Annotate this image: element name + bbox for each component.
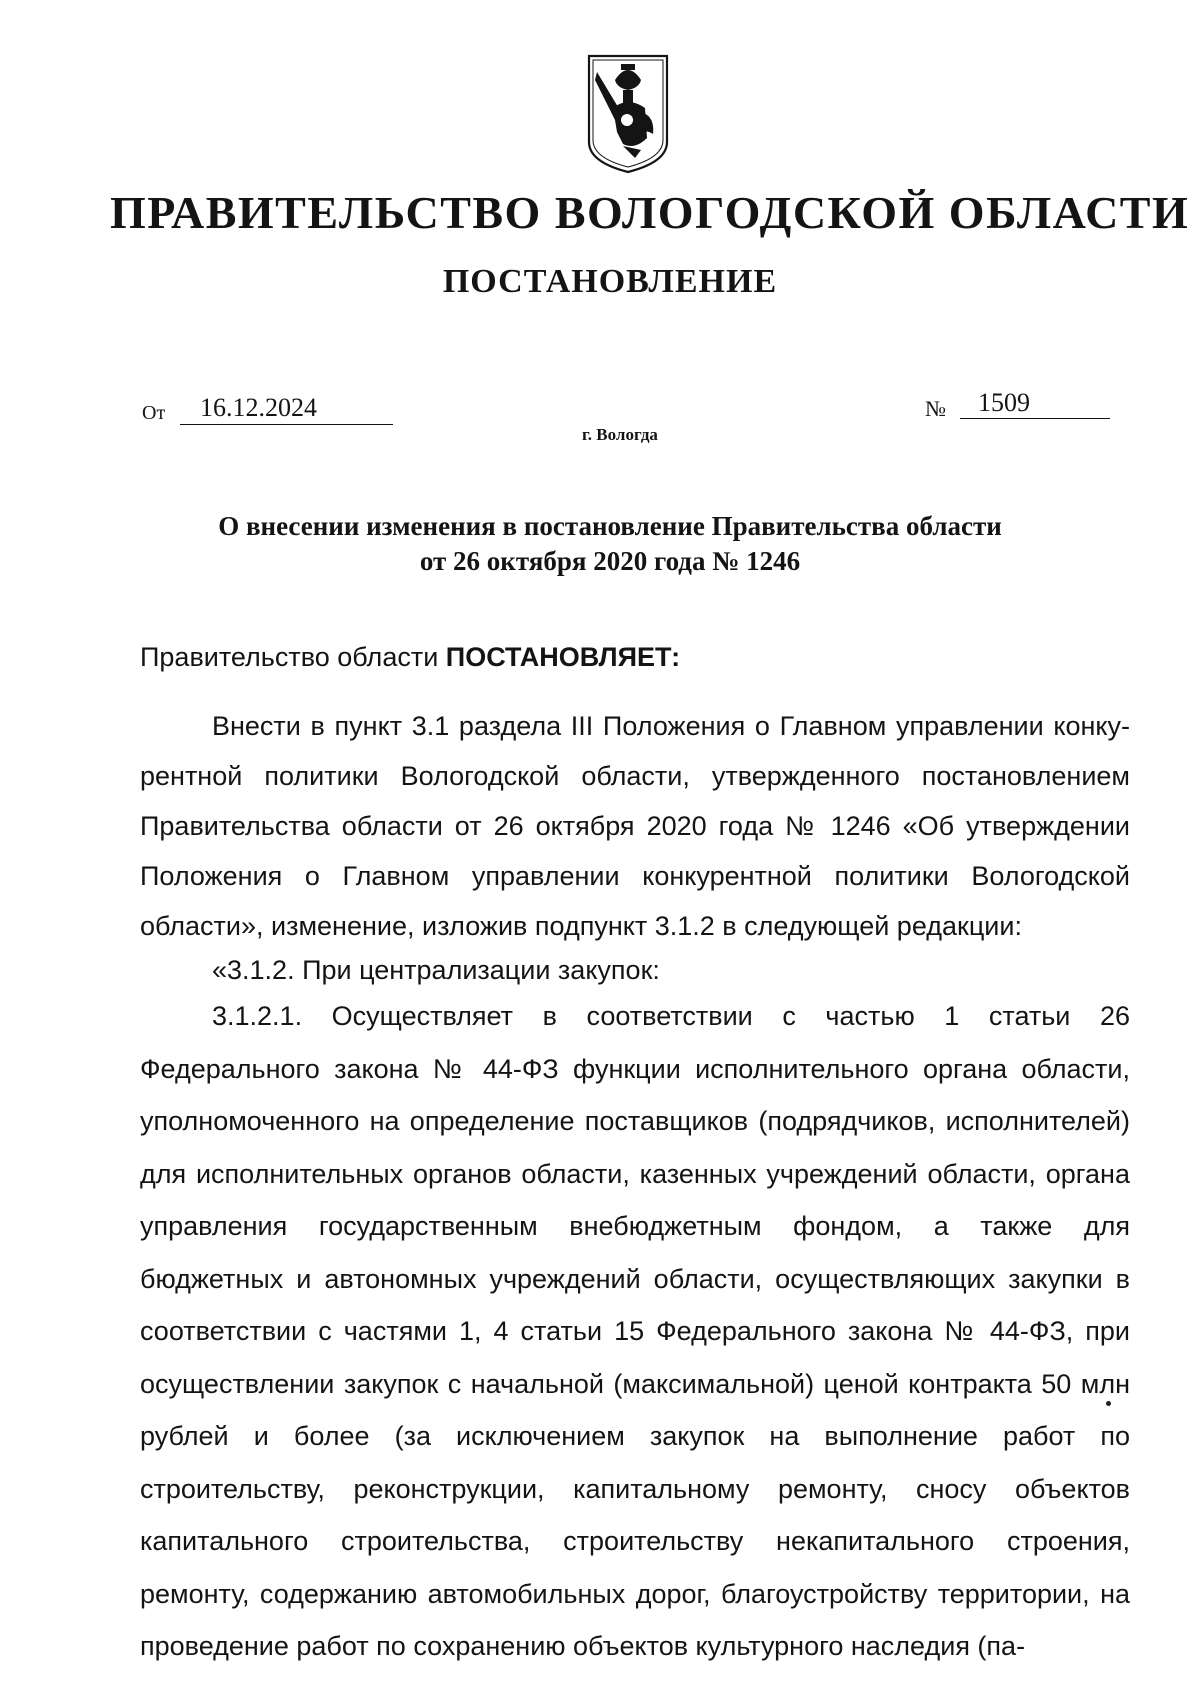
preamble-decree-word: ПОСТАНОВЛЯЕТ — [445, 642, 672, 672]
number-underline — [960, 418, 1110, 419]
subject-line: от 26 октября 2020 года № 1246 — [419, 546, 801, 576]
document-type: ПОСТАНОВЛЕНИЕ — [442, 263, 778, 300]
preamble-colon: : — [671, 642, 681, 672]
document-date: 16.12.2024 — [200, 393, 317, 422]
document-number: 1509 — [978, 388, 1030, 417]
document-subject — [150, 509, 1070, 579]
body-paragraph: 3.1.2.1. Осуществляет в соответствии с частью 1 статьи 26 Федерального закона № 44-ФЗ функции исполнительного органа области, уполномоченного на определение поставщиков (подрядчиков, исполнителей) для исполнительных органов области, казенных учреждений области, органа управления государственным внебюджетным фондом, а также для бюджетных и автономных учреждений области, осуществляющих закупки в соответствии с частями 1, 4 статьи 15 Федерального закона № 44-ФЗ, при осуществлении закупок с начальной (максимальной) ценой контракта 50 млн рублей и более (за исключением закупок на выполнение работ по строительству, реконструкции, капитальному ремонту, сносу объектов капитального строительства, строительству некапитального строения, ремонту, содержанию автомобильных дорог, благоустройству территории, на проведение работ по сохранению объектов культурного наследия (па- — [140, 1001, 1130, 1661]
scan-speck — [1106, 1401, 1111, 1406]
subject-line: О внесении изменения в постановление Правительства области — [218, 511, 1002, 541]
body-paragraph: Внести в пункт 3.1 раздела III Положения о Главном управлении конкурентной политики Вологодской области, утвержденного постановлением Правительства области от 26 октября 2020 года № 1246 «Об утверждении Положения о Главном управлении конкурентной политики Вологодской области», изменение, изложив подпункт 3.1.2 в следующей редакции: — [140, 711, 1130, 941]
date-label: От — [142, 402, 166, 424]
number-label: № — [925, 396, 946, 421]
preamble — [140, 642, 680, 673]
body-paragraph: «3.1.2. При централизации закупок: — [212, 955, 660, 985]
coat-of-arms-icon — [583, 50, 673, 178]
preamble-prefix: Правительство области — [140, 642, 446, 672]
date-underline — [180, 424, 393, 425]
city: г. Вологда — [582, 425, 658, 444]
organization-title: ПРАВИТЕЛЬСТВО ВОЛОГОДСКОЙ ОБЛАСТИ — [110, 187, 1190, 238]
